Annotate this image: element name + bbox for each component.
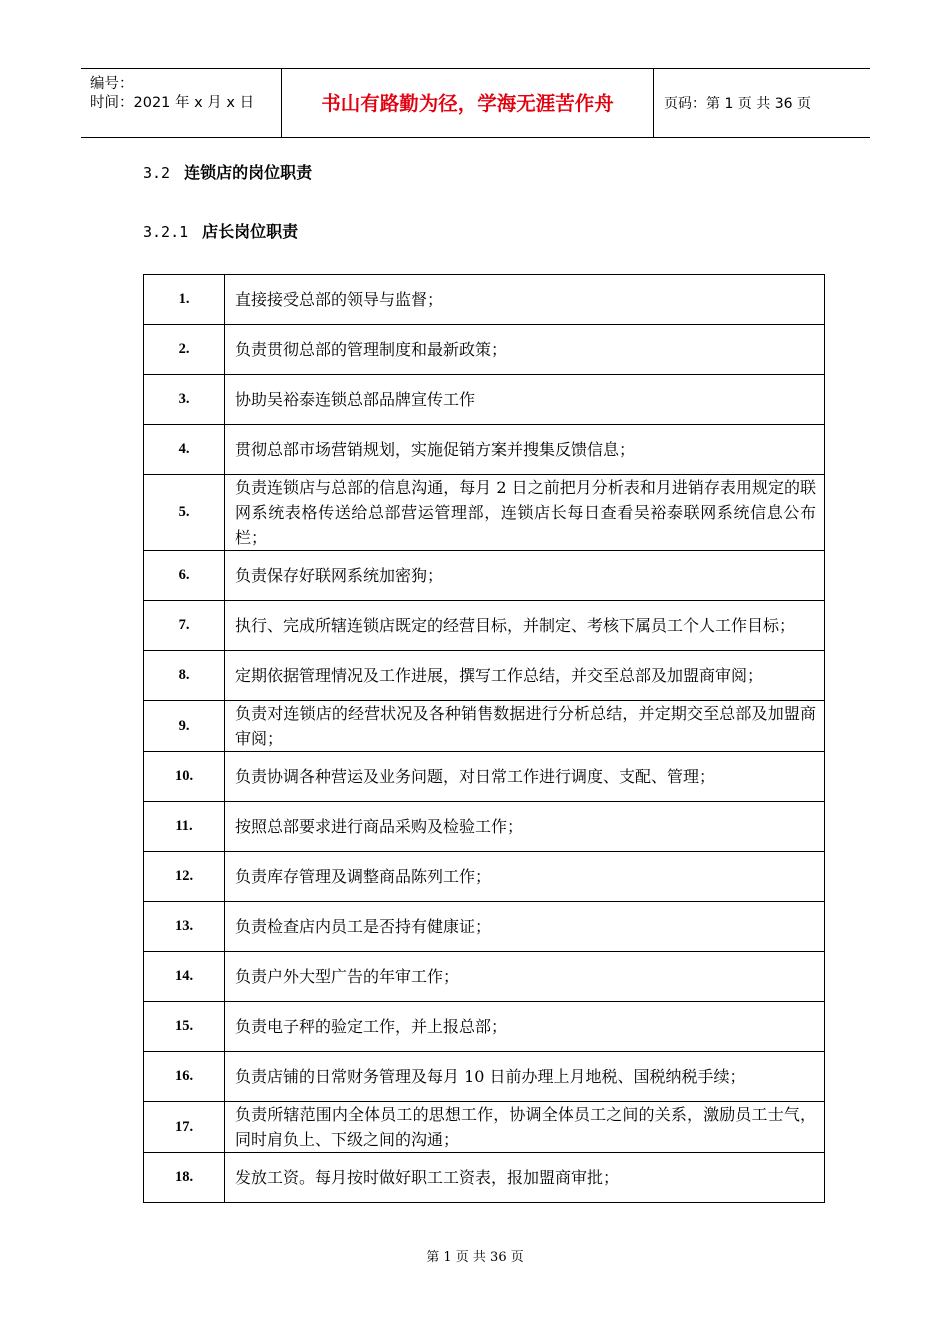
- header-meta: [81, 69, 281, 137]
- duty-number: 16.: [144, 1052, 225, 1102]
- table-row: [144, 375, 825, 425]
- duty-number: 1.: [144, 275, 225, 325]
- duty-number: 5.: [144, 475, 225, 551]
- duty-text: 按照总部要求进行商品采购及检验工作；: [225, 802, 825, 852]
- duty-number: 17.: [144, 1102, 225, 1153]
- table-row: [144, 475, 825, 551]
- table-row: [144, 1002, 825, 1052]
- duty-text: 负责对连锁店的经营状况及各种销售数据进行分析总结，并定期交至总部及加盟商审阅；: [225, 701, 825, 752]
- table-row: [144, 325, 825, 375]
- table-row: [144, 752, 825, 802]
- header-time-label: 时间：2021 年 x 月 x 日: [90, 95, 255, 111]
- duty-number: 14.: [144, 952, 225, 1002]
- subsection-number: 3.2.1: [143, 223, 189, 241]
- duty-number: 9.: [144, 701, 225, 752]
- table-row: [144, 902, 825, 952]
- duty-number: 12.: [144, 852, 225, 902]
- duty-number: 2.: [144, 325, 225, 375]
- duty-text: 负责检查店内员工是否持有健康证；: [225, 902, 825, 952]
- table-row: [144, 275, 825, 325]
- duty-number: 7.: [144, 601, 225, 651]
- duty-number: 10.: [144, 752, 225, 802]
- table-row: [144, 701, 825, 752]
- duty-number: 13.: [144, 902, 225, 952]
- duty-text: 负责所辖范围内全体员工的思想工作，协调全体员工之间的关系，激励员工士气，同时肩负上、下级之间的沟通；: [225, 1102, 825, 1153]
- duty-text: 发放工资。每月按时做好职工工资表，报加盟商审批；: [225, 1153, 825, 1203]
- table-row: [144, 1102, 825, 1153]
- duty-text: 负责户外大型广告的年审工作；: [225, 952, 825, 1002]
- header-motto: 书山有路勤为径，学海无涯苦作舟: [321, 92, 614, 115]
- duty-text: 执行、完成所辖连锁店既定的经营目标，并制定、考核下属员工个人工作目标；: [225, 601, 825, 651]
- duty-text: 负责贯彻总部的管理制度和最新政策；: [225, 325, 825, 375]
- page-footer: 第 1 页 共 36 页: [426, 1250, 524, 1265]
- table-row: [144, 852, 825, 902]
- duty-text: 负责协调各种营运及业务问题，对日常工作进行调度、支配、管理；: [225, 752, 825, 802]
- section-number: 3.2: [143, 164, 171, 182]
- section-title: 连锁店的岗位职责: [184, 163, 313, 182]
- duty-text: 负责电子秤的验定工作，并上报总部；: [225, 1002, 825, 1052]
- duty-text: 定期依据管理情况及工作进展，撰写工作总结，并交至总部及加盟商审阅；: [225, 651, 825, 701]
- duty-number: 3.: [144, 375, 225, 425]
- duty-text: 负责库存管理及调整商品陈列工作；: [225, 852, 825, 902]
- duty-text: 负责店铺的日常财务管理及每月 10 日前办理上月地税、国税纳税手续；: [225, 1052, 825, 1102]
- duty-number: 8.: [144, 651, 225, 701]
- header-page-info: 页码：第 1 页 共 36 页: [664, 96, 811, 112]
- duty-text: 直接接受总部的领导与监督；: [225, 275, 825, 325]
- table-row: [144, 1153, 825, 1203]
- duty-number: 4.: [144, 425, 225, 475]
- duties-table: [143, 274, 825, 1203]
- duty-text: 负责连锁店与总部的信息沟通，每月 2 日之前把月分析表和月进销存表用规定的联网系统表格传送给总部营运管理部，连锁店长每日查看吴裕泰联网系统信息公布栏；: [225, 475, 825, 551]
- table-row: [144, 425, 825, 475]
- subsection-heading: [143, 219, 298, 242]
- table-row: [144, 601, 825, 651]
- duty-number: 18.: [144, 1153, 225, 1203]
- subsection-title: 店长岗位职责: [202, 222, 299, 241]
- header-divider: [653, 69, 654, 137]
- page-header: [81, 68, 870, 138]
- duty-text: 负责保存好联网系统加密狗；: [225, 551, 825, 601]
- duty-number: 15.: [144, 1002, 225, 1052]
- table-row: [144, 551, 825, 601]
- section-heading: [143, 160, 312, 183]
- duty-number: 11.: [144, 802, 225, 852]
- table-row: [144, 802, 825, 852]
- header-number-label: 编号：: [90, 76, 134, 92]
- table-row: [144, 651, 825, 701]
- duty-text: 贯彻总部市场营销规划，实施促销方案并搜集反馈信息；: [225, 425, 825, 475]
- table-row: [144, 952, 825, 1002]
- duty-text: 协助吴裕泰连锁总部品牌宣传工作: [225, 375, 825, 425]
- duty-number: 6.: [144, 551, 225, 601]
- table-row: [144, 1052, 825, 1102]
